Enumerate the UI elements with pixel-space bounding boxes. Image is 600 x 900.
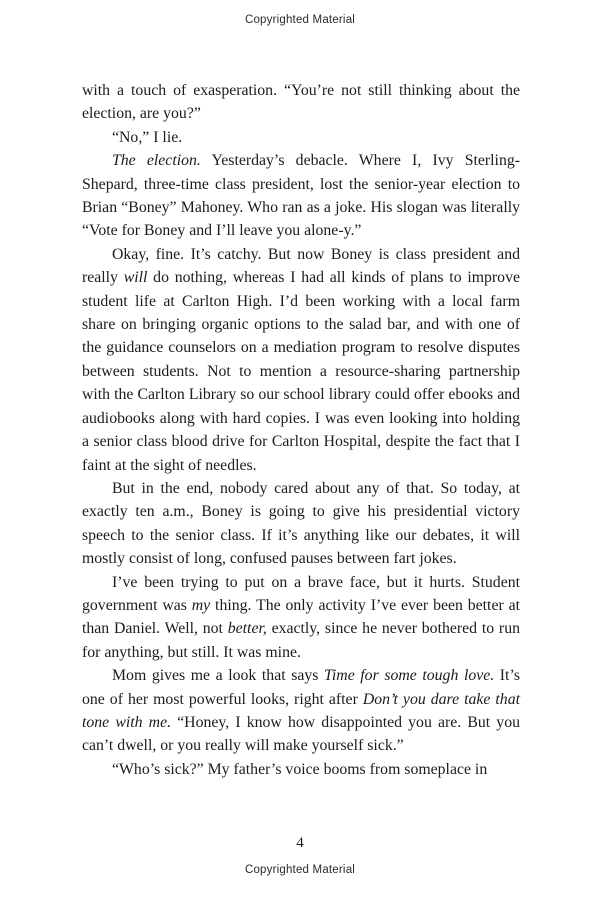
italic-text-run: better, — [227, 620, 267, 638]
body-paragraph — [82, 149, 520, 243]
text-run: thing. The only activity I’ve ever been better at than Daniel. Well, not — [82, 596, 520, 638]
text-run: It’s one of her most powerful looks, right after — [82, 667, 520, 708]
body-paragraph — [82, 758, 520, 781]
text-run: with a touch of exasperation. “You’re not still thinking about the election, are you?” — [82, 82, 520, 123]
text-run: “Honey, I know how disappointed you are. But you can’t dwell, or you really will make yourself sick.” — [82, 713, 520, 755]
text-run: I’ve been trying to put on a brave face, but it hurts. Student government was — [82, 573, 520, 614]
text-run: Mom gives me a look that says — [112, 667, 324, 685]
body-paragraph — [82, 571, 520, 665]
italic-text-run: will — [123, 269, 148, 287]
text-run: “Who’s sick?” My father’s voice booms from someplace in — [112, 760, 488, 778]
italic-text-run: Time for some tough love. — [323, 667, 495, 685]
page-number: 4 — [296, 835, 304, 851]
body-paragraph — [82, 126, 520, 149]
italic-text-run: Don’t you dare take that tone with me. — [82, 690, 520, 731]
page-text — [82, 79, 520, 781]
body-paragraph — [82, 243, 520, 477]
text-run: Okay, fine. It’s catchy. But now Boney is class president and really — [82, 245, 520, 287]
italic-text-run: my — [191, 596, 211, 614]
copyright-notice-bottom: Copyrighted Material — [244, 864, 356, 876]
copyright-notice-top: Copyrighted Material — [244, 14, 356, 26]
text-run: do nothing, whereas I had all kinds of plans to improve student life at Carlton High. I’d been working with a local farm share on bringing organic options to the salad bar, and with one of the guidance counselors on a mediation program to resolve disputes between students. Not to mention a resource-sharing partnership with the Carlton Library so our school library could offer ebooks and audiobooks along with hard copies. I was even looking into holding a senior class blood drive for Carlton Hospital, despite the fact that I faint at the sight of needles. — [82, 269, 520, 474]
text-run: exactly, since he never bothered to run for anything, but still. It was mine. — [82, 620, 520, 661]
body-paragraph — [82, 79, 520, 126]
body-paragraph — [82, 477, 520, 571]
text-run: “No,” I lie. — [112, 128, 183, 146]
text-run: Yesterday’s debacle. Where I, Ivy Sterling-Shepard, three-time class president, lost the senior-year election to Brian “Boney” Mahoney. Who ran as a joke. His slogan was literally “Vote for Boney and I’ll leave you alone-y.” — [82, 152, 521, 240]
italic-text-run: The election. — [112, 152, 201, 170]
body-paragraph — [82, 664, 520, 758]
text-run: But in the end, nobody cared about any of that. So today, at exactly ten a.m., Boney is going to give his presidential victory speech to the senior class. If it’s anything like our debates, it will mostly consist of long, confused pauses between fart jokes. — [82, 479, 520, 568]
